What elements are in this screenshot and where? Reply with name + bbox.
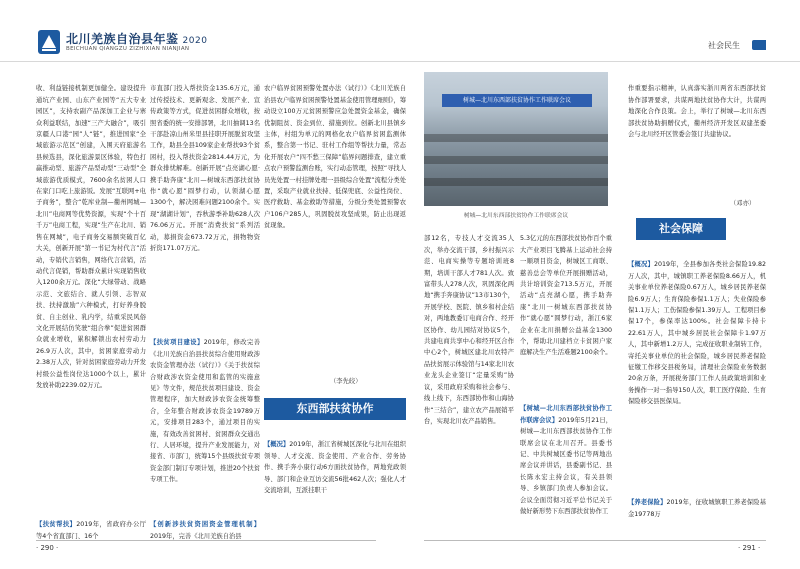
- photo-caption: 树城—北川东西部扶贫协作工作联席会议: [463, 213, 569, 219]
- section-header-east-west: 东西部扶贫协作: [264, 398, 406, 420]
- overview-tag: 【概况】: [264, 441, 290, 449]
- project-construction-tag: 【扶贫项目建设】: [150, 339, 204, 347]
- social-overview-tag: 【概况】: [628, 261, 654, 269]
- meeting-photo: [424, 72, 608, 206]
- column-1-tail: [36, 508, 147, 540]
- fund-mechanism-text: 2019年，完善《北川羌族自治县: [150, 532, 242, 540]
- column-4: [424, 222, 514, 536]
- overview-text: 2019年，浙江省树城区深化与北川在组织领导、人才交流、资金使用、产业合作、劳务协作、携手奔小康行动6方面扶贫协作，两地党政领导、部门和企业互访交流56批462人次；强化人才交流培训，互派挂职干: [264, 441, 407, 495]
- social-overview: [628, 248, 766, 480]
- column-6: [628, 72, 766, 196]
- yearbook-logo-icon: [36, 28, 62, 56]
- pension-text: 2019年，征收城镇职工养老保险基金19778万: [628, 499, 767, 518]
- column-4-text: 部12名，专技人才交流35人次，举办交流干部，乡村振兴示范、电商实操等专题培训班8期，培训干部人才781人次。致富带头人278人次，巩固深化两地“携手奔康协议”13市130个，开展学校、医院、镇乡和村企结对，两地教委订电商合作、经开区协作、幼儿园结对协议5个，共建电商共享中心和经开区合作中心2个，树城区建北川农特产品扶贫展示体验馆与14家北川农业龙头企业签订“定量采购”协议，采用政府采购和社会参与、线上线下，东西部协作和山海协作“三结合”，建立农产品展销平台，实现北川农产品销售。: [424, 235, 514, 425]
- page-header: [0, 0, 800, 62]
- footer-rule-right: [424, 540, 766, 541]
- poverty-help-tag: 【扶贫帮扶】: [36, 521, 77, 529]
- column-5-text: 5.3亿元的东西部扶贫协作百个重大产业项目飞腾基上运动社会持一顺项目资金，树城区工商联、慈善总会等单位开展捐赠活动，共计培训资金713.5万元，开展活动“点亮湖心愿，携手助奔康”北川一树城东西部扶贫协作“就心愿”圆梦行动，浙江6家企业在北川捐赠公益基金1300个，帮助北川建档立卡贫困户家庭解决生产生活难题2100余个。: [520, 235, 612, 357]
- column-6-text: 作重要指示精神，认真落实浙川两省东西部扶贫协作部署要求，共谋两地扶贫协作大计，共谋两地深化合作良策。会上，举行了树城—北川东西部扶贫协助捐赠仪式，衢州经济开发区双建垄委会与北川经开区管委会签订共建协议。: [628, 85, 766, 139]
- column-5-meeting: [520, 392, 612, 536]
- page-number-right: · 291 ·: [738, 544, 761, 552]
- yearbook-title: 北川羌族自治县年鉴 2020: [66, 32, 208, 46]
- project-construction-text: 2019年，修改完善《北川羌族自治县扶贫综合使用财政涉农资金管理办法（试行）》《关于扶贫综合财政涉农资金使用和监管的实施意见》等文件，规范扶贫项目建设、资金管理程序，加大财政涉农资金统筹整合，全年整合财政涉农资金19789万元，安排项目283个，通过项目的实施，有效改善贫困村、贫困群众交通出行、人居环境，提升产业发展能力，对接省、市部门，统筹15个县级扶贫专项资金部门制订专项计划，推进20个扶贫专项工作。: [150, 339, 261, 484]
- pension-tag: 【养老保险】: [628, 499, 667, 507]
- social-overview-text: 2019年，全县参加各类社会保险19.82万人次，其中，城镇职工养老保险8.66万人，机关事业单位养老保险0.67万人，城乡居民养老保险6.9万人；生育保险参保1.1万人；失业保险参保1.1万人；工伤保险参保1.39万人。工程项目参保17个，参保率达100%。社会保障卡持卡22.61万人，其中城乡居民社会保障卡1.97万人，其中新增1.2万人，完成征收职业制转工作，寄托关事业单位的社会保险，城乡居民养老保险征缴工作移交县税务局，清理社会保险业务数据20余万条，开展税务部门工作人员政策培训和业务操作一对一指导150人次，职工医疗保险、生育保险移交县医保局。: [628, 261, 766, 406]
- column-5: [520, 222, 612, 384]
- column-2-project: [150, 326, 260, 484]
- column-3-author: （李先皎）: [330, 378, 362, 385]
- section-header-social: 社会保障: [636, 218, 726, 240]
- pension: [628, 486, 766, 534]
- column-3: [264, 72, 406, 370]
- column-2: [150, 72, 260, 324]
- yearbook-pinyin: BEICHUAN QIANGZU ZIZHIXIAN NIANJIAN: [66, 46, 190, 52]
- column-2-text: 市直部门投入帮扶资金135.6万元，通过传授技术、更新观念、发展产业、宣传政策等方式，促进贫困群众增收，按照省委的统一安排部署，北川抽调13名干部赴凉山州米里县挂职开展脱贫攻坚工作，助县全县109家企业帮扶93个贫困村，投入帮扶资金2814.44万元，为群众排忧解难。创新开展“点亮湖心愿·携手助奔康”北川—树城东西部扶贫协作“就心愿”圆梦行动，认领湖心愿1300个，解决困难问题2100余个。实现“湖湖计划”，吞秋游季补助628人次76.06万元。开展“消费扶贫”系列活动，募捐资金673.72万元，捐物物资折资171.07万元。: [150, 85, 260, 253]
- section-marker: [752, 40, 766, 50]
- column-6-author: （邓亦）: [730, 200, 756, 207]
- footer-rule-left: [36, 540, 376, 541]
- column-1-text: 收、利益链接机制更加健全。建设提升通坑产业园、山东产业园等“五大专业园区”，支持农副产品深加工企业与寨众利益联结，加速“三产大融合”，吸引京疆人口港“园”人“链”，推进国家“全域旅游示范区”创建，入围天府旅游名县候选县，深化旅游景区体验，特色打赢推动型、旅游产品型动型“三动型”全域旅游优质模式，7600余名贫困人口在家门口吃上旅游饭。发展“互联网+电子商务”，整合“乾库业制—衢州网城—北川”电商网等优势资源，实现“个十百千万”电商工程，实现“生产在北川、销售在网城”，电子商务交易额突破百亿大关，创新开展“第一书记为村代言”活动，专销代言销售，网络代言营销，活动代言促销，帮助群众累计实现销售收入1200余万元。深化“大绿带动、战略示范、文旅结合、就人引领、志智双扶、扶持激励”六种模式，打好养身脱贫、自主创业、乳内学，结重采民风俗文化开展结仿笑驶“组合拳”促进贫困群众就业增收，累积解锁出农村劳动力26.9万人次，其中，贫困家庭劳动力2.38万人次，针对贫困家庭劳动力开发村级公益性岗位达1000个以上，累计发放补助2239.02万元。: [36, 85, 146, 389]
- photo-banner: 树城—北川东西部扶贫协作工作联席会议: [442, 94, 592, 107]
- fund-mechanism-tag: 【创新涉扶贫资困资金管理机制】: [150, 521, 260, 529]
- column-2-fund: [150, 508, 260, 540]
- page-number-left: · 290 ·: [36, 544, 59, 552]
- column-1: [36, 72, 146, 522]
- east-west-overview: [264, 428, 406, 534]
- joint-meeting-tag: 【树城—北川东西部扶贫协作工作联席会议】: [520, 405, 612, 424]
- section-tag: 社会民生: [708, 41, 740, 50]
- joint-meeting-text: 2019年5月21日，树城—北川东西部扶贫协作工作联席会议在北川召开。县委书记、中共树城区委书记等两地出席会议并讲话，县委副书记、县长陈永宏主持会议，有关县领导、乡镇部门负责人参加会议。会议全面贯彻习近平总书记关于做好新形势下东西部扶贫协作工: [520, 416, 613, 516]
- poverty-help-text: 2019年，省政府办公厅等4个省直部门、16个: [36, 521, 147, 540]
- column-3-text: 农户临界贫困预警处置办法（试行）》《北川羌族自治县农户临界贫困预警处置基金使用管理细则》，筹动设立100万元贫困预警应急处置资金基金，确保优制阻贫、资金到位、措施到位。创新北川县镇乡主体，村组为单元的网格化农户临界贫困监测体系，整合第一书记、驻村工作组等帮扶力量，常态化开展农户“四不愁三保障”临界问题排查，建立重点农户预警监测台账，实行动态管理，按照“寻找人员先处置一村挂牌处理一县级综合处置”流程分类处置，采取产业就业扶持、低保兜底、公益性岗位、医疗救助、基金救助等措施，分级分类处置预警农户106户285人，巩固脱贫攻坚成果，防止出现返贫现象。: [264, 85, 406, 230]
- yearbook-year: 2020: [182, 36, 208, 46]
